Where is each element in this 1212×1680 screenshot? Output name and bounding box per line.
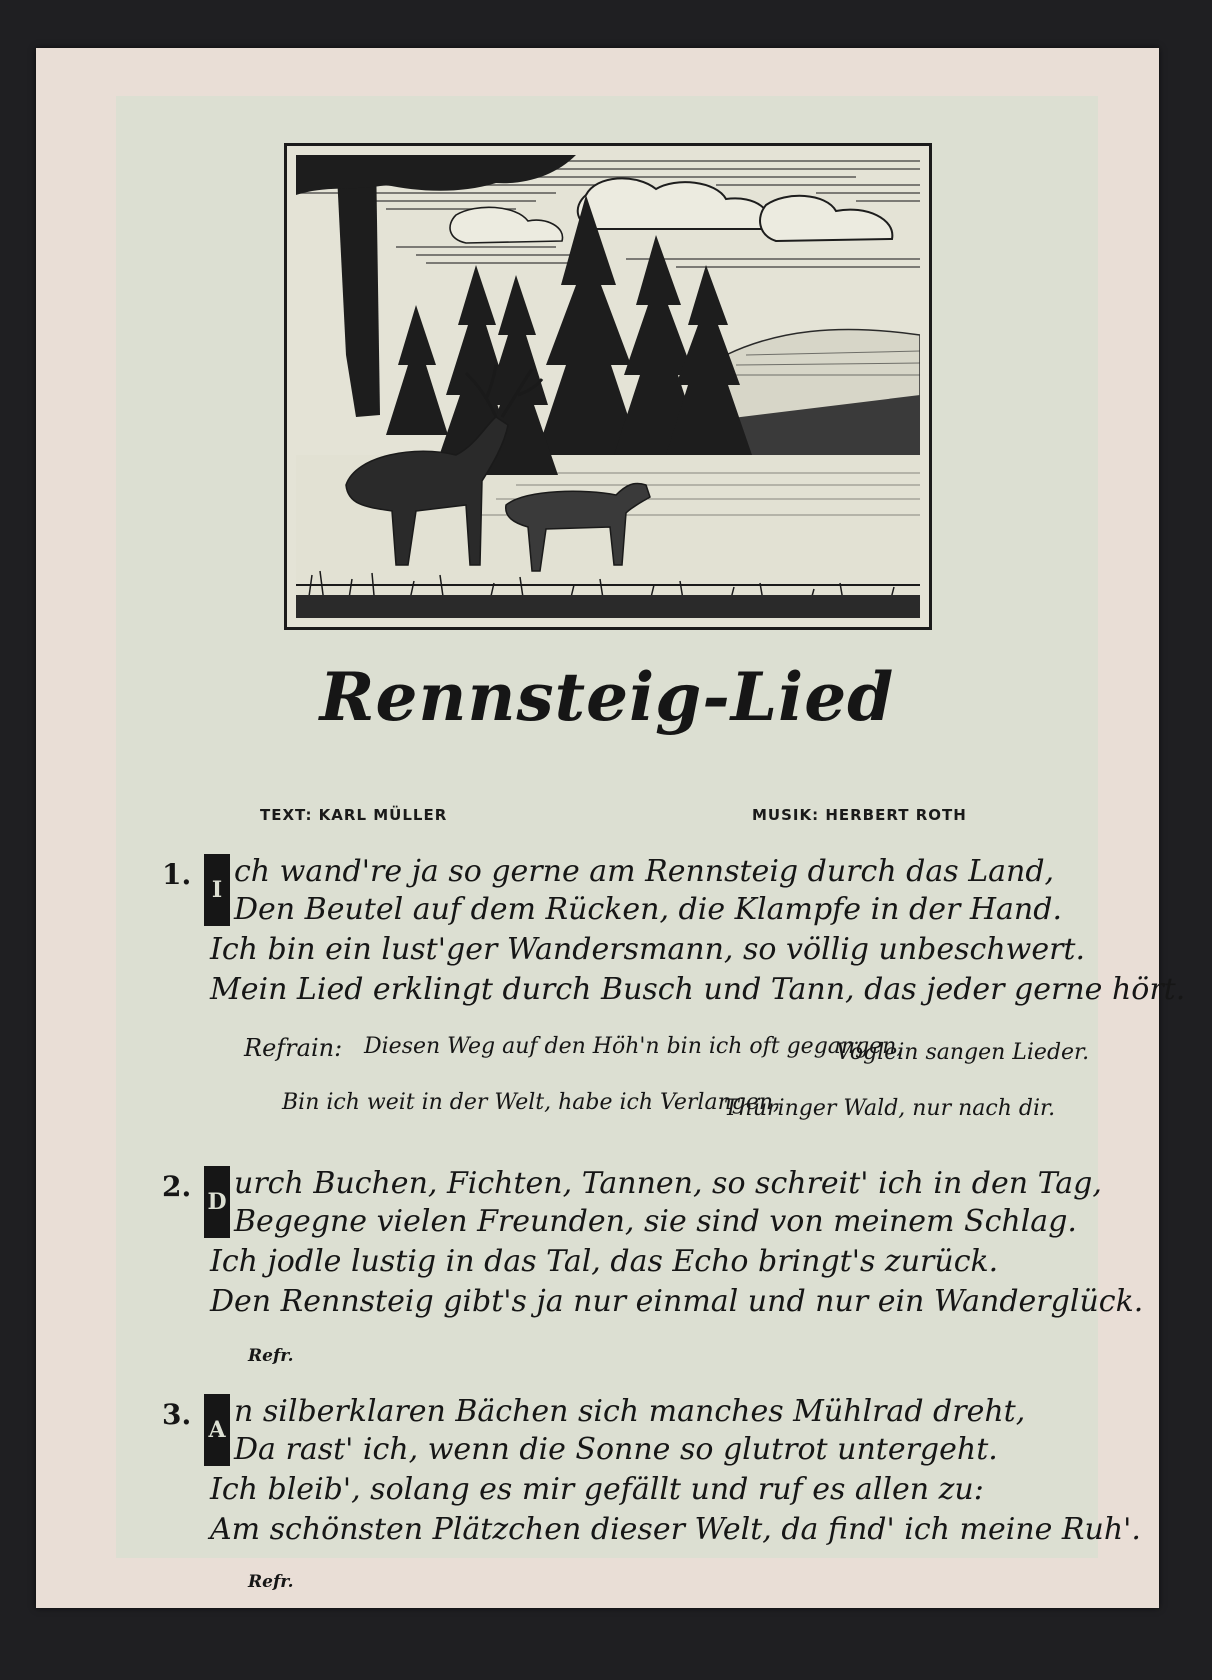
refrain-line-2a: Bin ich weit in der Welt, habe ich Verlangen,	[282, 1090, 781, 1115]
verse-line: ch wand're ja so gerne am Rennsteig durch das Land,	[234, 854, 1055, 889]
verse-line: Begegne vielen Freunden, sie sind von meinem Schlag.	[234, 1204, 1077, 1239]
verse-initial: A	[204, 1394, 230, 1466]
verse-line: Ich bleib', solang es mir gefällt und ruf es allen zu:	[210, 1472, 984, 1507]
song-panel	[116, 96, 1186, 1592]
verse-line: urch Buchen, Fichten, Tannen, so schreit' ich in den Tag,	[234, 1166, 1102, 1201]
verse-line: Den Rennsteig gibt's ja nur einmal und nur ein Wanderglück.	[210, 1284, 1144, 1319]
verse-number: 2.	[162, 1170, 192, 1203]
lyricist-credit: TEXT: KARL MÜLLER	[260, 806, 448, 824]
song-title: Rennsteig-Lied	[319, 658, 895, 736]
refrain-reference: Refr.	[248, 1346, 294, 1366]
forest-deer-landscape	[296, 155, 920, 618]
refrain-reference: Refr.	[248, 1572, 294, 1592]
verse-line: Am schönsten Plätzchen dieser Welt, da find' ich meine Ruh'.	[210, 1512, 1141, 1547]
refrain-line-1a: Diesen Weg auf den Höh'n bin ich oft gegangen,	[364, 1034, 904, 1059]
verse-line: Ich bin ein lust'ger Wandersmann, so völlig unbeschwert.	[210, 932, 1086, 967]
verse-line: Den Beutel auf dem Rücken, die Klampfe in der Hand.	[234, 892, 1062, 927]
woodcut-illustration	[284, 143, 932, 630]
postcard	[36, 48, 1186, 1608]
verse-number: 1.	[162, 858, 192, 891]
verse-line: n silberklaren Bächen sich manches Mühlrad dreht,	[234, 1394, 1026, 1429]
verse-initial: D	[204, 1166, 230, 1238]
refrain-label: Refrain:	[244, 1034, 343, 1062]
verse-line: Ich jodle lustig in das Tal, das Echo bringt's zurück.	[210, 1244, 999, 1279]
verse-line: Mein Lied erklingt durch Busch und Tann, das jeder gerne hört.	[210, 972, 1186, 1007]
verse-number: 3.	[162, 1398, 192, 1431]
refrain-line-1b: Vöglein sangen Lieder.	[836, 1040, 1090, 1065]
verse-initial: I	[204, 854, 230, 926]
composer-credit: MUSIK: HERBERT ROTH	[752, 806, 967, 824]
refrain-line-2b: Thüringer Wald, nur nach dir.	[724, 1096, 1056, 1121]
verse-line: Da rast' ich, wenn die Sonne so glutrot untergeht.	[234, 1432, 998, 1467]
